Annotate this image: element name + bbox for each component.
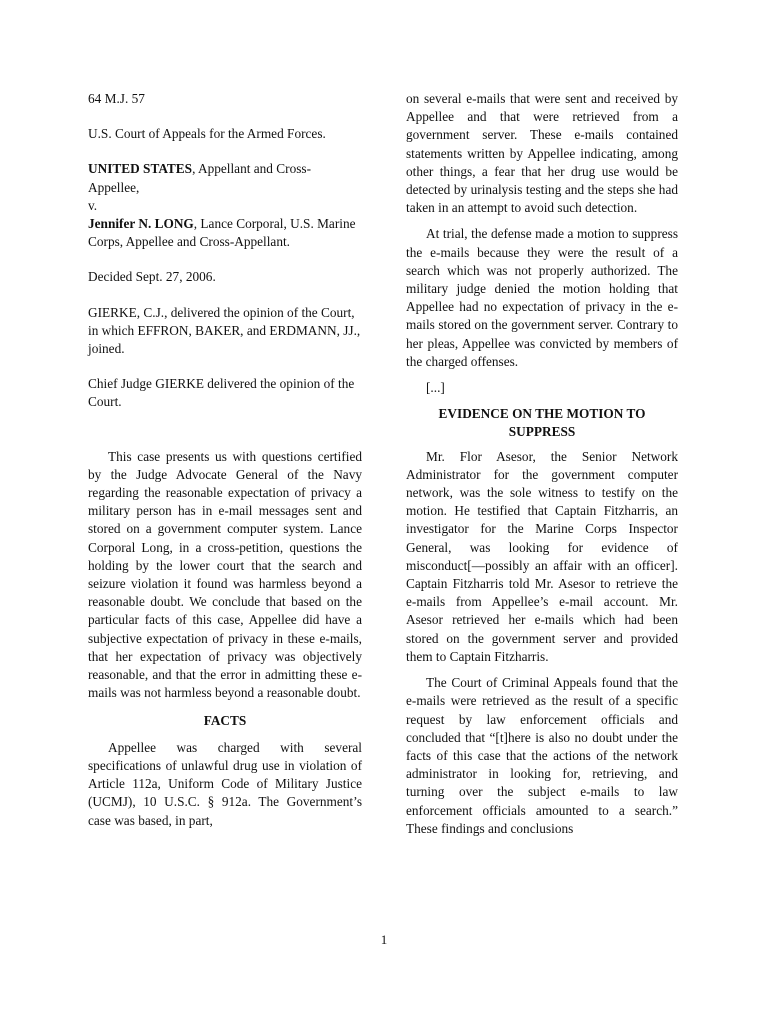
court-name: U.S. Court of Appeals for the Armed Forces.: [88, 126, 326, 142]
page-number: 1: [380, 932, 388, 947]
party2-role: , Lance Corporal, U.S. Marine Corps, Appellee and Cross-Appellant.: [88, 216, 356, 250]
versus: v.: [88, 197, 98, 213]
party2-name: Jennifer N. LONG: [88, 216, 194, 232]
intro-paragraph: This case presents us with questions certified by the Judge Advocate General of the Navy regarding the reasonable expectation of privacy a military person has in e-mail messages sent and stored on a government computer system. Lance Corporal Long, in a cross-petition, questions the holding by the lower court that the search and seizure violation it found was harmless beyond a reasonable doubt. We conclude that based on the particular facts of this case, Appellee did have a subjective expectation of privacy in these e-mails, that her expectation of privacy was objectively reasonable, and that the error in admitting these e-mails was not harmless beyond a reasonable doubt.: [88, 448, 362, 701]
facts-paragraph-1: Appellee was charged with several specifications of unlawful drug use in violation of Article 112a, Uniform Code of Military Justice (UCMJ), 10 U.S.C. § 912a. The Government’s case was based, in part,: [88, 739, 362, 828]
evidence-paragraph-2: The Court of Criminal Appeals found that the e-mails were retrieved as the result of a specific request by law enforcement officials and concluded that “[t]here is also no doubt under the facts of this case that the actions of the network administrator in looking for, retrieving, and turning over the subject e-mails to law enforcement officials amounted to a search.” These findings and conclusions: [406, 675, 678, 836]
opinion-by: Chief Judge GIERKE delivered the opinion of the Court.: [88, 376, 355, 410]
party1-role: , Appellant and Cross-Appellee,: [88, 161, 311, 195]
decided-date: Decided Sept. 27, 2006.: [88, 269, 216, 285]
right-column: [406, 90, 678, 838]
citation: 64 M.J. 57: [88, 91, 145, 106]
facts-paragraph-1-continued: on several e-mails that were sent and received by Appellee and that were retrieved from a government server. These e-mails contained statements written by Appellee indicating, among other things, a fear that her drug use would be detected by urinalysis testing and the steps she had taken in an attempt to avoid such detection.: [406, 91, 678, 216]
facts-heading: FACTS: [203, 713, 247, 729]
authorship: GIERKE, C.J., delivered the opinion of the Court, in which EFFRON, BAKER, and ERDMANN, JJ., joined.: [88, 304, 361, 357]
evidence-heading: EVIDENCE ON THE MOTION TO SUPPRESS: [438, 406, 646, 440]
ellipsis: [...]: [426, 380, 445, 396]
party1-name: UNITED STATES: [88, 161, 193, 177]
facts-paragraph-2: At trial, the defense made a motion to suppress the e-mails because they were the result of a search which was not properly authorized. The military judge denied the motion holding that Appellee had no expectation of privacy in the e-mails stored on the government server. Contrary to her pleas, Appellee was convicted by members of the charged offenses.: [406, 226, 678, 369]
left-column: [88, 90, 362, 830]
evidence-paragraph-1: Mr. Flor Asesor, the Senior Network Administrator for the government computer network, was the sole witness to testify on the motion. He testified that Captain Fitzharris, an investigator for the Marine Corps Inspector General, was looking for evidence of misconduct[—possibly an affair with an officer]. Captain Fitzharris told Mr. Asesor to retrieve the e-mails from Appellee’s e-mail account. Mr. Asesor retrieved her e-mails which had been stored on the government server and provided them to Captain Fitzharris.: [406, 448, 678, 664]
case-parties: [88, 160, 362, 251]
